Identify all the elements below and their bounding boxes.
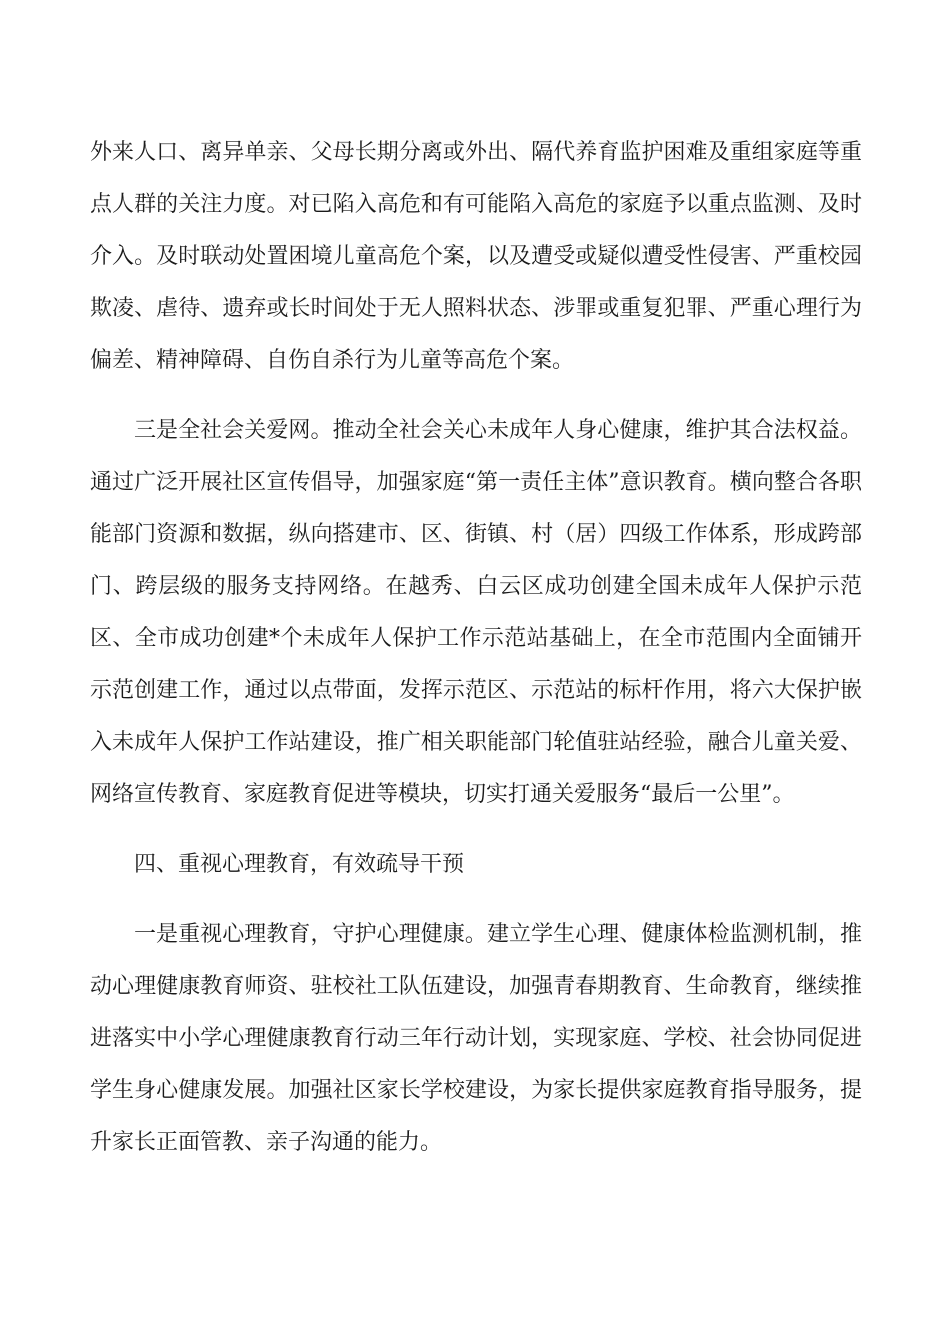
paragraph-continuation: 外来人口、离异单亲、父母长期分离或外出、隔代养育监护困难及重组家庭等重点人群的关注力度。对已陷入高危和有可能陷入高危的家庭予以重点监测、及时介入。及时联动处置困境儿童高危个案，以及遭受或疑似遭受性侵害、严重校园欺凌、虐待、遗弃或长时间处于无人照料状态、涉罪或重复犯罪、严重心理行为偏差、精神障碍、自伤自杀行为儿童等高危个案。	[90, 140, 862, 373]
section-heading-psychological-education: 四、重视心理教育，有效疏导干预	[134, 852, 465, 877]
paragraph-social-care-network: 三是全社会关爱网。推动全社会关心未成年人身心健康，维护其合法权益。通过广泛开展社区宣传倡导，加强家庭“第一责任主体”意识教育。横向整合各职能部门资源和数据，纵向搭建市、区、街镇、村（居）四级工作体系，形成跨部门、跨层级的服务支持网络。在越秀、白云区成功创建全国未成年人保护示范区、全市成功创建*个未成年人保护工作示范站基础上，在全市范围内全面铺开示范创建工作，通过以点带面，发挥示范区、示范站的标杆作用，将六大保护嵌入未成年人保护工作站建设，推广相关职能部门轮值驻站经验，融合儿童关爱、网络宣传教育、家庭教育促进等模块，切实打通关爱服务“最后一公里”。	[90, 418, 862, 807]
paragraph-mental-health: 一是重视心理教育，守护心理健康。建立学生心理、健康体检监测机制，推动心理健康教育师资、驻校社工队伍建设，加强青春期教育、生命教育，继续推进落实中小学心理健康教育行动三年行动计划，实现家庭、学校、社会协同促进学生身心健康发展。加强社区家长学校建设，为家长提供家庭教育指导服务，提升家长正面管教、亲子沟通的能力。	[90, 922, 862, 1155]
document-body	[90, 127, 862, 1169]
